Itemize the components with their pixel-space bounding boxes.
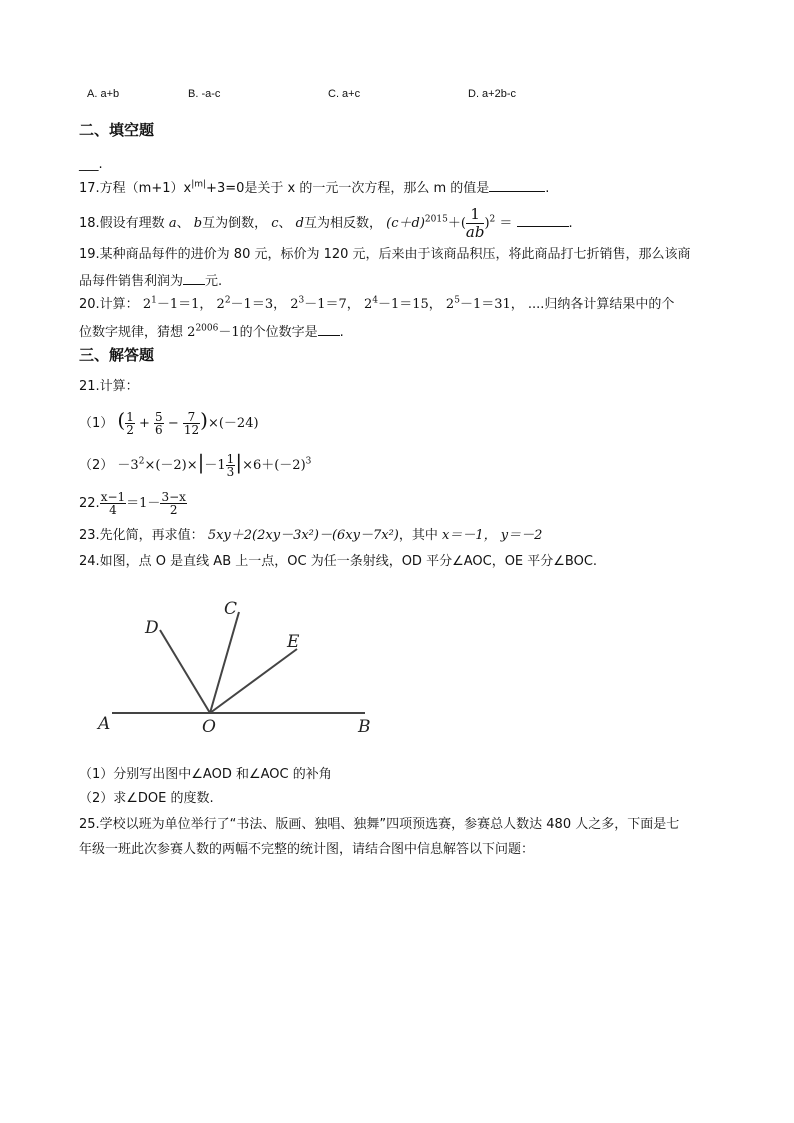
q18-close-exp: 2 xyxy=(489,214,496,225)
question-25-line1: 25.学校以班为单位举行了“书法、版画、独唱、独舞”四项预选赛，参赛总人数达 480 人之多，下面是七 xyxy=(79,817,680,832)
q20-exp: 5 xyxy=(454,295,460,306)
fraction xyxy=(125,411,135,436)
question-17 xyxy=(79,177,549,199)
question-21-part1 xyxy=(79,404,259,440)
label-o: O xyxy=(202,717,216,737)
q18-plus: ＋( xyxy=(447,216,466,231)
numerator: 1 xyxy=(226,452,235,466)
q18-eq: ＝ xyxy=(499,216,513,231)
denominator: 12 xyxy=(183,423,200,437)
q18-prefix: 18.假设有理数 xyxy=(79,216,165,231)
question-25-line2: 年级一班此次参赛人数的两幅不完整的统计图，请结合图中信息解答以下问题： xyxy=(79,842,535,857)
q20-base: 2 xyxy=(290,297,299,312)
q20-tail: ....归纳各计算结果中的个 xyxy=(527,297,675,312)
abs-bar: | xyxy=(235,450,243,474)
numerator: 1 xyxy=(466,206,485,224)
term: －1 xyxy=(204,458,226,473)
q20-exp: 1 xyxy=(151,295,157,306)
question-19-line1: 19.某种商品每件的进价为 80 元，标价为 120 元，后来由于该商品积压，将此商品打七折销售，那么该商 xyxy=(79,247,691,262)
q20-base: 2 xyxy=(445,297,455,312)
part-label: （1） xyxy=(79,416,114,431)
q19-suffix: 元. xyxy=(205,274,223,289)
question-21-title: 21.计算： xyxy=(79,379,139,394)
fraction xyxy=(154,411,164,436)
exponent: 3 xyxy=(305,456,312,467)
q18-end: . xyxy=(568,216,573,231)
numerator: 5 xyxy=(155,410,163,424)
q20-prefix: 20.计算： xyxy=(79,297,139,312)
option-b: B. -a-c xyxy=(188,88,221,100)
q22-label: 22. xyxy=(79,496,100,511)
q18-expr-left: (c＋d) xyxy=(386,216,425,231)
q20-l2-prefix: 位数字规律，猜想 xyxy=(79,325,184,340)
geometry-figure xyxy=(90,590,390,750)
answer-blank xyxy=(517,212,569,227)
var-b: b xyxy=(193,216,203,231)
question-20-line2 xyxy=(79,321,344,343)
label-e: E xyxy=(287,632,300,652)
q20-exp: 2 xyxy=(224,295,231,306)
term: －3 xyxy=(117,458,139,473)
q16-tail: ___. xyxy=(79,157,103,172)
label-a: A xyxy=(98,714,111,734)
numerator: 1 xyxy=(126,410,134,424)
var-a: a xyxy=(168,216,177,231)
separator: 、 xyxy=(176,216,190,231)
q20-item xyxy=(143,297,213,312)
answer-blank xyxy=(183,270,205,285)
label-c: C xyxy=(224,599,238,619)
q23-y-value: y＝－2 xyxy=(500,528,543,543)
q18-text-2: 互为相反数， xyxy=(304,216,383,231)
question-21-part2 xyxy=(79,446,311,482)
paren-open: ( xyxy=(117,408,126,432)
q20-l2-base: 2 xyxy=(187,325,196,340)
question-23 xyxy=(79,526,542,546)
var-d: d xyxy=(295,216,304,231)
term: ×6＋(－2) xyxy=(242,458,306,473)
q18-close: ) xyxy=(484,216,490,231)
denominator: 3 xyxy=(226,465,235,479)
ray-od xyxy=(160,630,210,713)
label-b: B xyxy=(358,717,371,737)
term: ×(－2)× xyxy=(144,458,198,473)
q20-exp: 4 xyxy=(372,295,378,306)
q20-l2-rest: －1 xyxy=(218,325,240,340)
q17-end: . xyxy=(545,181,550,196)
numerator: 3−x xyxy=(161,490,186,504)
q20-rest: －1＝3， xyxy=(230,297,287,312)
question-24-sub2: （2）求∠DOE 的度数. xyxy=(79,791,214,806)
question-24-sub1: （1）分别写出图中∠AOD 和∠AOC 的补角 xyxy=(79,767,332,782)
abs-bar: | xyxy=(197,450,205,474)
label-d: D xyxy=(145,618,159,638)
ray-oe xyxy=(210,649,297,713)
q23-prefix: 23.先化简，再求值： xyxy=(79,528,204,543)
q23-mid: ，其中 xyxy=(398,528,438,543)
section-heading-answer: 三、解答题 xyxy=(79,346,155,364)
exponent: 2 xyxy=(138,456,145,467)
q20-base: 2 xyxy=(142,297,152,312)
ray-oc xyxy=(210,612,239,713)
q20-base: 2 xyxy=(363,297,373,312)
question-24: 24.如图，点 O 是直线 AB 上一点，OC 为任一条射线，OD 平分∠AOC，OE 平分∠BOC. xyxy=(79,554,598,569)
q17-mid: +3=0是关于 x 的一元一次方程，那么 m 的值是 xyxy=(206,181,490,196)
part1-tail: ×(－24) xyxy=(207,416,259,431)
q20-exp: 3 xyxy=(298,295,305,306)
q20-rest: －1＝31， xyxy=(459,297,524,312)
numerator: 7 xyxy=(183,411,200,424)
q22-mid: ＝1－ xyxy=(126,496,161,511)
fraction xyxy=(226,453,236,478)
numerator: x−1 xyxy=(100,490,126,504)
denominator: 6 xyxy=(155,423,163,437)
question-19-line2 xyxy=(79,270,222,292)
q20-base: 2 xyxy=(216,297,225,312)
q18-text-1: 互为倒数， xyxy=(202,216,268,231)
separator: 、 xyxy=(278,216,292,231)
denominator: 4 xyxy=(109,503,117,517)
q20-rest: －1＝15， xyxy=(377,297,442,312)
q20-item xyxy=(364,297,442,312)
q19-prefix: 品每件销售利润为 xyxy=(79,274,184,289)
denominator: ab xyxy=(465,223,485,241)
q20-end: . xyxy=(339,325,344,340)
denominator: 2 xyxy=(126,423,134,437)
denominator: 2 xyxy=(169,503,178,517)
answer-blank xyxy=(489,177,545,192)
q23-x-value: x＝－1， xyxy=(442,528,497,543)
q20-item xyxy=(446,297,524,312)
q20-rest: －1＝7， xyxy=(304,297,360,312)
option-a: A. a+b xyxy=(87,88,120,100)
question-20-line1 xyxy=(79,295,674,315)
fraction xyxy=(183,411,200,436)
plus-sign: + xyxy=(134,416,155,431)
q20-rest: －1＝1， xyxy=(156,297,213,312)
section-heading-fill-in: 二、填空题 xyxy=(79,121,155,139)
minus-sign: − xyxy=(163,416,183,431)
option-d: D. a+2b-c xyxy=(468,88,516,100)
fraction xyxy=(160,491,186,516)
q17-exp: |m| xyxy=(191,179,207,190)
q20-item xyxy=(290,297,360,312)
q20-item xyxy=(217,297,287,312)
answer-blank xyxy=(318,321,340,336)
var-c: c xyxy=(271,216,279,231)
option-c: C. a+c xyxy=(328,88,361,100)
fraction xyxy=(100,491,126,516)
paren-close: ) xyxy=(200,408,208,432)
part-label: （2） xyxy=(79,458,114,473)
q20-l2-suffix: 的个位数字是 xyxy=(239,325,318,340)
question-18 xyxy=(79,206,573,241)
q23-expression: 5xy＋2(2xy－3x²)－(6xy－7x²) xyxy=(207,528,399,543)
question-22 xyxy=(79,488,187,520)
q17-prefix: 17.方程（m+1）x xyxy=(79,181,192,196)
q18-exp: 2015 xyxy=(424,214,448,225)
q20-l2-exp: 2006 xyxy=(195,323,219,334)
q18-fraction xyxy=(466,206,485,241)
